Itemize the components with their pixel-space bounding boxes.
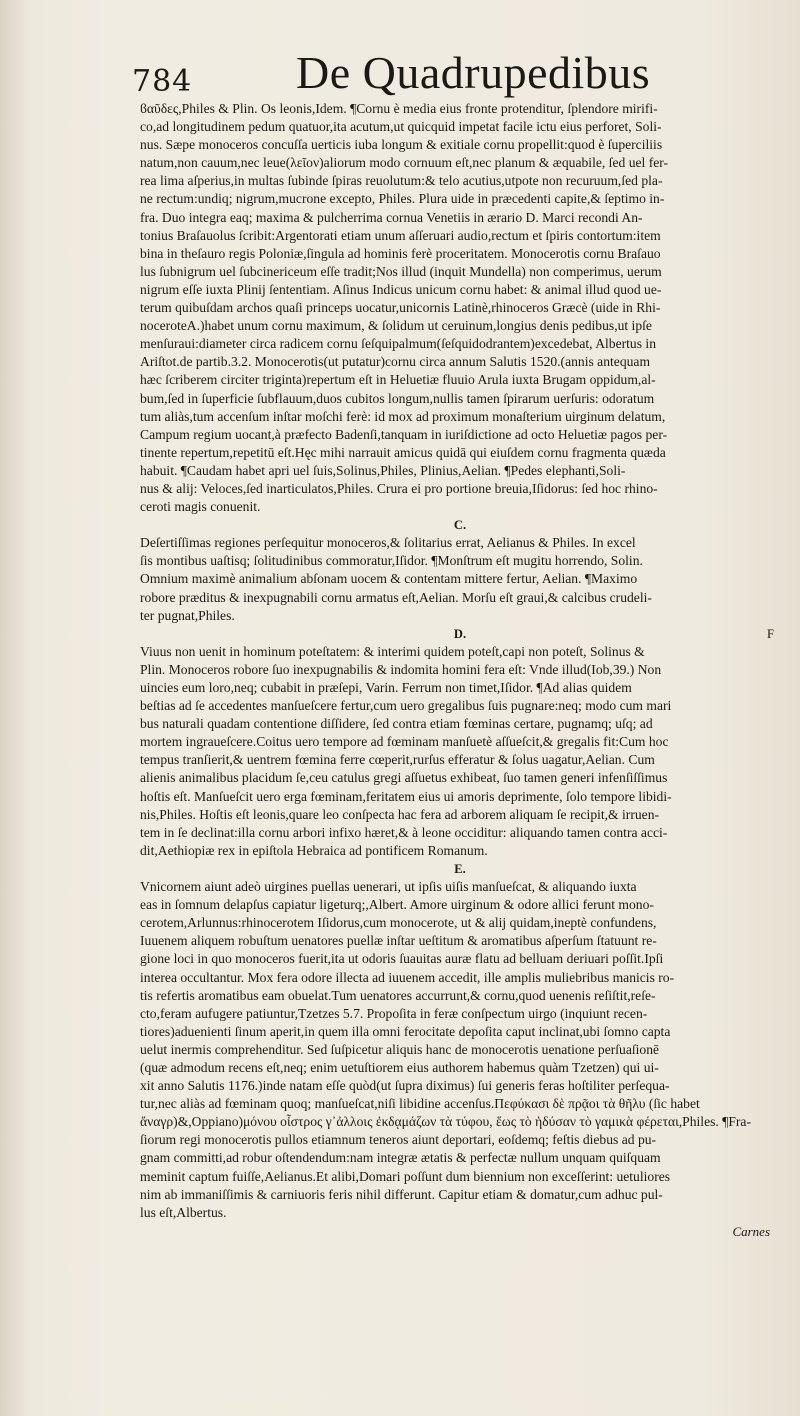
text-line: cto,feram aufugere patiuntur,Tzetzes 5.7. Propoſita in feræ conſpectum uirgo (inquiunt recen- — [140, 1005, 648, 1021]
text-line: beſtias ad ſe accedentes manſueſcere fertur,cum uero gregalibus ſuis pugnare:neq; modo cum mari — [140, 698, 672, 714]
text-line: nigrum eſſe iuxta Plinij ſententiam. Aſinus Indicus unicum cornu habet: & animal illud quod ue- — [140, 281, 662, 297]
text-line: alienis animalibus placidum ſe,ceu catulus gregi aſſuetus exhibeat, ſuo tamen generi infenſiſſimus — [140, 770, 668, 786]
text-line: meminit captum fuiſſe,Aelianus.Et alibi,Domari poſſunt dum biennium non exceſſerint: uetuliores — [140, 1168, 671, 1184]
text-line: ἄναγρ)&,Oppiano)μόνου οἶστρος γ᾽ἀλλοις ἐκδᾳμάζων τὰ τύφου, ἕως τὸ ἡδύσαν τὸ γαμικὰ φέρεται,Philes. ¶Fra- — [140, 1114, 751, 1130]
text-line: bina in theſauro regis Poloniæ,ſingula ad hominis ferè proceritatem. Monocerotis cornu Braſauo — [140, 245, 661, 261]
text-line: terum quibuſdam archos quaſi princeps uocatur,unicornis Latinè,rhinoceros Græcè (uide in Rhi- — [140, 300, 661, 316]
text-body — [140, 100, 780, 1222]
text-line: robore præditus & inexpugnabili cornu armatus eſt,Aelian. Morſu eſt graui,& calcibus crudeli- — [140, 589, 652, 605]
text-line: ϐαῦδες,Philes & Plin. Os leonis,Idem. ¶Cornu è media eius fronte protenditur, ſplendore mirifi- — [140, 101, 658, 116]
margin-mark: F — [767, 626, 774, 641]
section-letter-text: E. — [454, 861, 466, 876]
catchword: Carnes — [732, 1224, 770, 1239]
text-line: tempus tranſierit,& uentrem fœmina ferre cœperit,rurſus efferatur & ſolus uagatur,Aelian. Cum — [140, 752, 655, 768]
text-line: hoſtis eſt. Manſueſcit uero erga fœminam,feritatem eius ui amoris deprimente, ſolo tempore libidi- — [140, 788, 672, 804]
text-line: habuit. ¶Caudam habet apri uel ſuis,Solinus,Philes, Plinius,Aelian. ¶Pedes elephanti,Soli- — [140, 462, 626, 478]
text-line: tonius Braſauolus ſcribit:Argentorati etiam unum aſſeruari audio,rectum et ſpiris contortum:item — [140, 227, 661, 243]
text-line: Viuus non uenit in hominum poteſtatem: & interimi quidem poteſt,capi non poteſt, Solinus & — [140, 643, 645, 659]
text-line: noceroteA.)habet unum cornu maximum, & ſolidum ut ceruinum,longius denis pedibus,ut ipſe — [140, 318, 652, 334]
section-letter — [140, 860, 780, 878]
text-line: nis,Philes. Hoſtis eſt leonis,quare leo conſpecta hac fera ad arborem aliquam ſe recipit,& irruen- — [140, 806, 660, 822]
text-line: ſiorum regi monocerotis pullos etiamnum teneros aiunt deportari, eoſdemq; feſtis diebus ad pu- — [140, 1132, 657, 1148]
section-letter-text: C. — [453, 518, 467, 533]
text-line: interea occultantur. Mox fera odore illecta ad iuuenem accedit, ille amplis muliebribus manicis ro- — [140, 969, 675, 985]
text-line: lus ſubnigrum uel ſubcinericeum eſſe tradit;Nos illud (inquit Mundella) non comperimus, uerum — [140, 263, 662, 279]
text-line: Vnicornem aiunt adeò uirgines puellas uenerari, ut ipſis uiſis manſueſcat, & aliquando iuxta — [140, 879, 637, 895]
text-line: (quæ admodum recens eſt,neq; enim uetuſtiorem eius authorem habemus quàm Tzetzen) qui ui- — [140, 1059, 659, 1075]
text-line: tur,nec aliàs ad fœminam quoq; manſueſcat,niſi libidine accenſus.Πεφύκασι δὲ πρᾷοι τὰ θῆλυ (ſic habet — [140, 1096, 700, 1112]
text-line: gione loci in quo monoceros fuerit,ita ut odoris ſuauitas auræ flatu ad belluam deriuari poſſit.Ipſi — [140, 951, 664, 967]
text-line: Ariſtot.de partib.3.2. Monocerotis(ut putatur)cornu circa annum Salutis 1520.(annis antequam — [140, 354, 651, 370]
page-header — [128, 44, 768, 104]
text-line: dit,Aethiopiæ rex in epiſtola Hebraica ad pontificem Romanum. — [140, 842, 488, 858]
section-letter — [140, 625, 780, 643]
text-line: menſuraui:diameter circa radicem cornu ſeſquipalmum(ſeſquidodrantem)excedebat, Albertus in — [140, 336, 656, 352]
section-letter — [140, 516, 780, 534]
text-line: uincies eum loro,neq; cubabit in præſepi, Varin. Ferrum non timet,Iſidor. ¶Ad alias quidem — [140, 680, 632, 695]
text-line: cerotem,Arlunnus:rhinocerotem Iſidorus,cum monocerote, ut & alij quidam,ineptè confundens, — [140, 915, 657, 931]
text-line: Campum regium uocant,à præfecto Badenſi,tanquam in iuriſdictione ad octo Heluetiæ pagos per- — [140, 426, 668, 442]
text-line: ter pugnat,Philes. — [140, 607, 235, 623]
text-line: bus naturali quadam contentione diſſidere, ſed contra etiam fœminas certare, pugnamq; uſq; ad — [140, 716, 653, 732]
text-line: mortem ingraueſcere.Coitus uero tempore ad fœminam manſuetè aſſueſcit,& gregalis fit:Cum hoc — [140, 734, 669, 750]
text-line: natum,non cauum,nec leue(λεῖον)aliorum modo cornuum eſt,nec planum & æquabile, ſed uel fer- — [140, 155, 669, 171]
text-line: tiores)aduenienti ſinum aperit,in quem illa omni ferocitate depoſita caput inclinat,ubi ſomno capta — [140, 1023, 671, 1039]
text-line: hæc ſcriberem circiter triginta)repertum eſt in Heluetiæ fluuio Arula iuxta Brugam oppidum,al- — [140, 372, 656, 388]
text-line: nus. Sæpe monoceros concuſſa uerticis iuba longum & exitiale cornu propellit:quod è ſuperciliis — [140, 137, 663, 153]
text-line: tis refertis aromatibus eam obuelat.Tum uenatores accurrunt,& cornu,quod uenenis reſiſtit,reſe- — [140, 987, 656, 1003]
running-title: De Quadrupedibus — [296, 47, 651, 98]
text-line: uelut inermis comprehenditur. Sed ſuſpicetur aliquis hanc de monocerotis uenatione perſuaſionē — [140, 1041, 660, 1057]
text-line: nus & alij: Veloces,ſed inarticulatos,Philes. Crura ei pro portione breuia,Iſidorus: ſed hoc rhino- — [140, 480, 658, 496]
text-line: eas in ſomnum delapſus capiatur ligeturq;,Albert. Amore uirginum & odore allici ferunt mono- — [140, 897, 654, 913]
text-line: tem in ſe declinat:illa cornu arbori infixo hæret,& à leone occiditur: aliquando tamen contra acci- — [140, 824, 668, 840]
text-line: fra. Duo integra eaq; maxima & pulcherrima cornua Venetiis in ærario D. Marci recondi An- — [140, 209, 643, 225]
section-letter-text: D. — [453, 626, 467, 641]
text-line: ne rectum:undiq; nigrum,mucrone excepto, Philes. Plura uide in præcedenti capite,& ſeptimo in- — [140, 191, 665, 207]
text-line: Deſertiſſimas regiones perſequitur monoceros,& ſolitarius errat, Aelianus & Philes. In excel — [140, 535, 636, 551]
text-line: Plin. Monoceros robore ſuo inexpugnabilis & indomita homini fera eſt: Vnde illud(Iob,39.) Non — [140, 661, 662, 677]
text-line: co,ad longitudinem pedum quatuor,ita acutum,ut quicquid impetat facile ictu eius perforet, Soli- — [140, 119, 662, 135]
text-line: tinente repertum,repetitū eſt.Hęc mihi narrauit amicus quidā qui eiuſdem cornu fragmenta quæda — [140, 444, 666, 460]
page-number: 784 — [132, 64, 193, 99]
text-line: Omnium maximè animalium abſonam uocem & contentam mittere fertur, Aelian. ¶Maximo — [140, 571, 638, 587]
text-line: Iuuenem aliquem robuſtum uenatores puellæ inſtar ueſtitum & aromatibus aſperſum ſtatuunt re- — [140, 933, 657, 949]
text-line: rea lima aſperius,in multas ſubinde ſpiras reuolutum:& telo acutius,utpote non recuruum,ſed pla- — [140, 173, 663, 189]
text-line: gnam committi,ad robur oſtendendum:nam integræ ætatis & perfectæ nullum unquam quiſquam — [140, 1150, 661, 1166]
text-line: tum aliàs,tum accenſum inſtar moſchi ferè: id mox ad proximum monaſterium uirginum delatum, — [140, 408, 666, 424]
text-line: ceroti magis conuenit. — [140, 499, 261, 515]
text-line: lus eſt,Albertus. — [140, 1204, 227, 1220]
text-line: bum,ſed in ſuperficie ſubflauum,duos cubitos longum,nullis tamen ſpirarum uerſuris: odoratum — [140, 390, 655, 406]
text-line: xit anno Salutis 1176.)inde natam eſſe quòd(ut ſupra diximus) ſui generis feras hoſtiliter perſequa- — [140, 1078, 670, 1094]
text-line: nim ab immaniſſimis & carniuoris feris nihil differunt. Capitur etiam & domatur,cum adhuc pul- — [140, 1186, 663, 1202]
text-line: ſis montibus uaſtisq; ſolitudinibus commoratur,Iſidor. ¶Monſtrum eſt mugitu horrendo, Solin. — [140, 553, 643, 569]
